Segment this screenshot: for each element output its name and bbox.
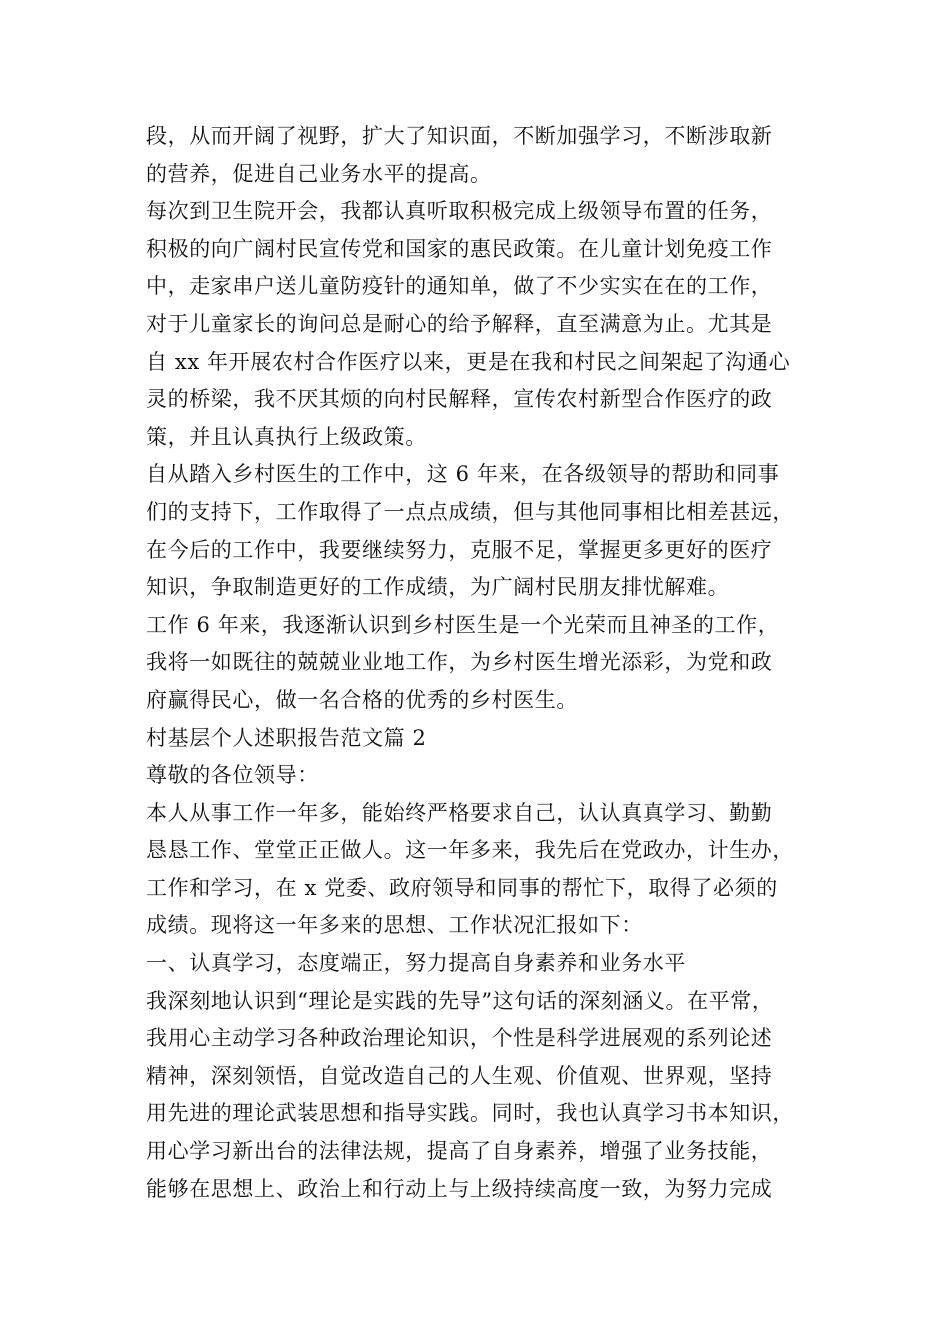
text-line: 我用心主动学习各种政治理论知识，个性是科学进展观的系列论述 xyxy=(146,1026,773,1051)
text-line: 本人从事工作一年多，能始终严格要求自己，认认真真学习、勤勤 xyxy=(146,800,773,825)
text-line: 用心学习新出台的法律法规，提高了自身素养，增强了业务技能， xyxy=(146,1139,773,1164)
text-line: 工作和学习，在 x 党委、政府领导和同事的帮忙下，取得了必须的 xyxy=(146,875,778,900)
text-line: 段，从而开阔了视野，扩大了知识面，不断加强学习，不断涉取新 xyxy=(146,124,773,148)
text-line: 灵的桥梁，我不厌其烦的向村民解释，宣传农村新型合作医疗的政 xyxy=(146,387,773,412)
salutation: 尊敬的各位领导： xyxy=(146,763,319,788)
text-line: 恳恳工作、堂堂正正做人。这一年多来，我先后在党政办，计生办， xyxy=(146,838,794,863)
text-line: 成绩。现将这一年多来的思想、工作状况汇报如下： xyxy=(146,913,643,938)
text-line: 自 xx 年开展农村合作医疗以来，更是在我和村民之间架起了沟通心 xyxy=(146,349,791,374)
document-body xyxy=(146,118,836,1208)
text-line: 每次到卫生院开会，我都认真听取积极完成上级领导布置的任务， xyxy=(146,199,773,224)
text-line: 我将一如既往的兢兢业业地工作，为乡村医生增光添彩，为党和政 xyxy=(146,650,773,675)
text-line: 的营养，促进自己业务水平的提高。 xyxy=(146,161,492,186)
text-line: 自从踏入乡村医生的工作中，这 6 年来，在各级领导的帮助和同事 xyxy=(146,462,780,487)
text-line: 知识，争取制造更好的工作成绩，为广阔村民朋友排忧解难。 xyxy=(146,575,730,600)
text-line: 们的支持下，工作取得了一点点成绩，但与其他同事相比相差甚远， xyxy=(146,499,794,524)
section-heading: 村基层个人述职报告范文篇 2 xyxy=(146,725,427,750)
text-line: 能够在思想上、政治上和行动上与上级持续高度一致，为努力完成 xyxy=(146,1176,773,1201)
text-line: 策，并且认真执行上级政策。 xyxy=(146,424,427,449)
text-line: 精神，深刻领悟，自觉改造自己的人生观、价值观、世界观，坚持 xyxy=(146,1063,773,1088)
text-line: 中，走家串户送儿童防疫针的通知单，做了不少实实在在的工作， xyxy=(146,274,773,299)
text-line: 积极的向广阔村民宣传党和国家的惠民政策。在儿童计划免疫工作 xyxy=(146,236,773,261)
text-line: 府赢得民心，做一名合格的优秀的乡村医生。 xyxy=(146,687,578,712)
text-line: 对于儿童家长的询问总是耐心的给予解释，直至满意为止。尤其是 xyxy=(146,311,773,336)
text-line: 用先进的理论武装思想和指导实践。同时，我也认真学习书本知识， xyxy=(146,1101,794,1126)
text-line: 我深刻地认识到“理论是实践的先导”这句话的深刻涵义。在平常， xyxy=(146,988,774,1013)
text-line: 在今后的工作中，我要继续努力，克服不足，掌握更多更好的医疗 xyxy=(146,537,773,562)
text-line: 工作 6 年来，我逐渐认识到乡村医生是一个光荣而且神圣的工作， xyxy=(146,612,780,637)
subsection-heading: 一、认真学习，态度端正，努力提高自身素养和业务水平 xyxy=(146,951,686,976)
